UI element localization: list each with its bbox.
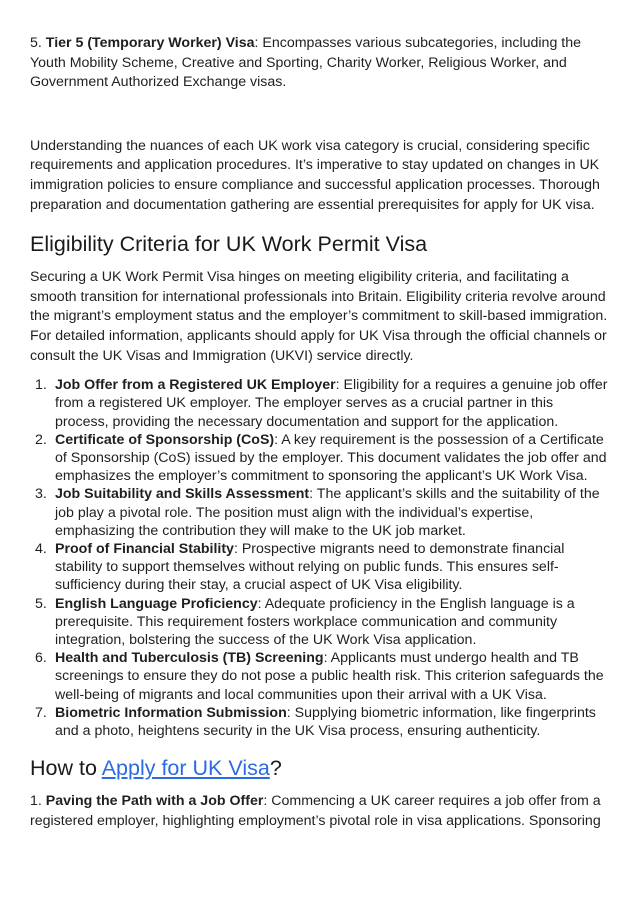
- list-item-number: 1.: [35, 377, 47, 394]
- how-to-heading-suffix: ?: [269, 756, 282, 781]
- list-item: [30, 485, 608, 540]
- list-item-text: : The applicant’s skills and the suitability of the job play a pivotal role. The position must align with the individual’s expertise, emphasizing the contribution they will make to the UK job market.: [55, 486, 600, 539]
- list-item-title: Job Offer from a Registered UK Employer: [55, 377, 336, 394]
- list-item-text: : Eligibility for a requires a genuine job offer from a registered UK employer. The employer serves as a crucial partner in this process, providing the necessary documentation and support for the application.: [55, 377, 608, 430]
- how-to-step-paragraph: [30, 792, 608, 831]
- list-item: [30, 649, 608, 704]
- apply-for-uk-visa-link[interactable]: Apply for UK Visa: [101, 756, 270, 781]
- step-number: 1.: [30, 793, 42, 810]
- understanding-paragraph: Understanding the nuances of each UK work visa category is crucial, considering specific requirements and application procedures. It’s imperative to stay updated on changes in UK immigration policies to ensure compliance and successful application processes. Thorough preparation and documentation gathering are essential prerequisites for apply for UK visa.: [30, 137, 600, 213]
- list-item-title: Proof of Financial Stability: [55, 540, 234, 557]
- list-item: [30, 595, 608, 650]
- list-item: [30, 540, 608, 595]
- tier5-text: : Encompasses various subcategories, including the Youth Mobility Scheme, Creative and Sporting, Charity Worker, Religious Worker, and Government Authorized Exchange visas.: [30, 35, 581, 91]
- list-item-number: 7.: [35, 704, 47, 721]
- list-item-title: Job Suitability and Skills Assessment: [55, 486, 310, 503]
- list-item: [30, 431, 608, 486]
- eligibility-heading: Eligibility Criteria for UK Work Permit Visa: [30, 232, 428, 257]
- list-item-text: : A key requirement is the possession of a Certificate of Sponsorship (CoS) issued by the employer. This document validates the job offer and emphasizes the employer’s commitment to sponsoring the applicant’s UK Work Visa.: [55, 431, 607, 485]
- how-to-heading-prefix: How to: [30, 756, 102, 781]
- list-item: [30, 704, 608, 740]
- list-item-number: 2.: [35, 431, 47, 448]
- list-item-text: : Applicants must undergo health and TB screenings to ensure they do not pose a public health risk. This criterion safeguards the well-being of migrants and local communities upon their arrival with a UK Visa.: [55, 650, 604, 703]
- list-item-number: 5.: [35, 595, 47, 612]
- step-title: Paving the Path with a Job Offer: [45, 793, 264, 810]
- tier5-number: 5.: [30, 35, 42, 51]
- list-item-title: Biometric Information Submission: [55, 704, 287, 721]
- tier5-title: Tier 5 (Temporary Worker) Visa: [45, 35, 255, 51]
- list-item-title: English Language Proficiency: [55, 595, 258, 612]
- list-item-number: 6.: [35, 650, 47, 667]
- list-item: [30, 376, 608, 431]
- list-item-text: : Prospective migrants need to demonstrate financial stability to support themselves without relying on public funds. This ensures self-sufficiency during their stay, a crucial aspect of UK Visa eligibility.: [55, 540, 565, 594]
- list-item-number: 4.: [35, 540, 47, 557]
- list-item-title: Certificate of Sponsorship (CoS): [55, 431, 275, 448]
- how-to-heading: [30, 754, 608, 782]
- step-text: : Commencing a UK career requires a job offer from a registered employer, highlighting employment’s pivotal role in visa applications. Sponsoring: [30, 793, 601, 829]
- eligibility-paragraph: Securing a UK Work Permit Visa hinges on meeting eligibility criteria, and facilitating a smooth transition for international professionals into Britain. Eligibility criteria revolve around the migrant’s employment status and the employer’s commitment to skill-based immigration. For detailed information, applicants should apply for UK Visa through the official channels or consult the UK Visas and Immigration (UKVI) service directly.: [30, 269, 608, 364]
- list-item-text: : Adequate proficiency in the English language is a prerequisite. This requirement fosters workplace communication and community integration, bolstering the success of the UK Work Visa application.: [55, 595, 575, 648]
- list-item-number: 3.: [35, 486, 47, 503]
- eligibility-list: [30, 376, 608, 740]
- list-item-text: : Supplying biometric information, like fingerprints and a photo, heightens security in the UK Visa process, ensuring authenticity.: [55, 704, 596, 739]
- list-item-title: Health and Tuberculosis (TB) Screening: [55, 650, 324, 667]
- tier5-paragraph: [30, 34, 608, 93]
